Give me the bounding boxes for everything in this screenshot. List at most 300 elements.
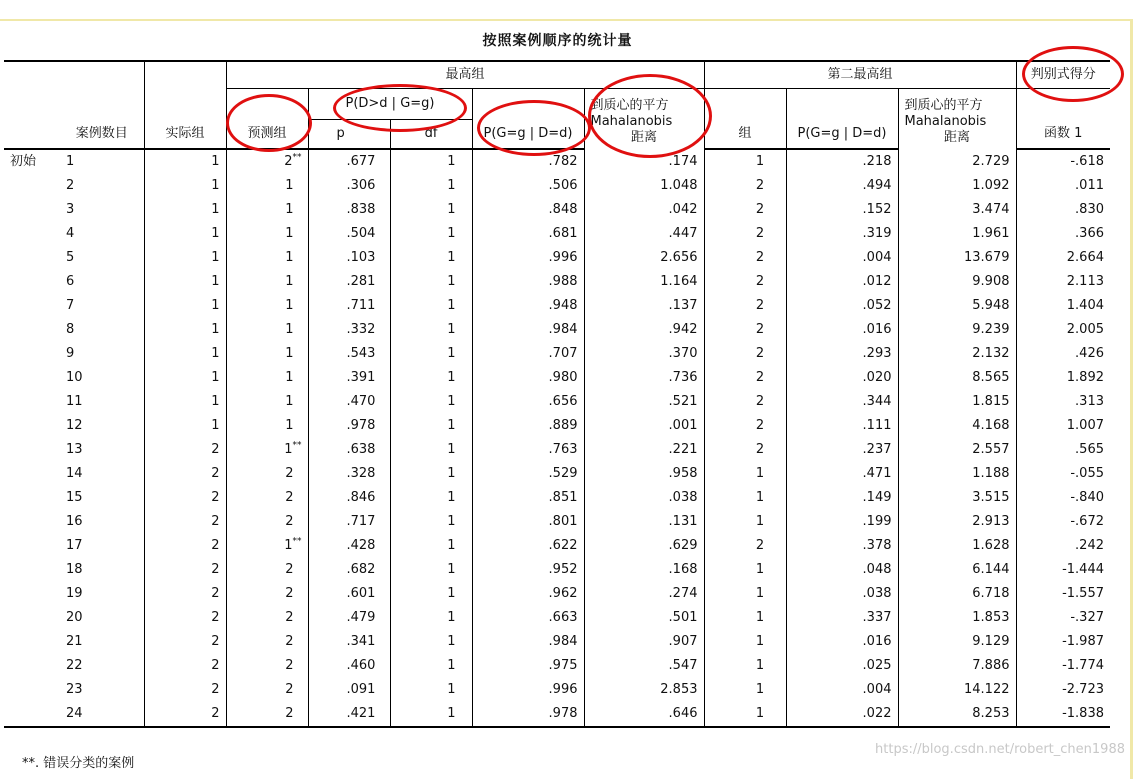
second-sq-mahal-distance-cell: 9.239 <box>898 318 1016 342</box>
sq-mahal-distance-cell: .447 <box>584 222 704 246</box>
predicted-group-cell <box>226 438 308 462</box>
case-number-cell: 5 <box>66 250 75 265</box>
predicted-group-value: 2 <box>285 490 294 505</box>
predicted-group-value: 1 <box>284 538 293 553</box>
function-1-score-cell: .366 <box>1016 222 1110 246</box>
second-group-cell: 2 <box>704 294 786 318</box>
table-row <box>4 174 1110 198</box>
table-row <box>4 630 1110 654</box>
df-cell: 1 <box>390 702 472 727</box>
sq-mahal-distance-cell: .174 <box>584 149 704 174</box>
second-sq-mahal-distance-cell: 1.628 <box>898 534 1016 558</box>
second-group-cell: 2 <box>704 222 786 246</box>
df-cell: 1 <box>390 654 472 678</box>
row-label-cell <box>4 630 60 654</box>
second-group-cell: 1 <box>704 149 786 174</box>
footnote: **. 错误分类的案例 <box>22 756 135 771</box>
df-cell: 1 <box>390 246 472 270</box>
case-number-cell: 17 <box>66 538 83 553</box>
predicted-group-value: 2 <box>284 154 293 169</box>
second-p-g-given-d-cell: .293 <box>786 342 898 366</box>
second-p-g-given-d-cell: .016 <box>786 318 898 342</box>
second-group-cell: 2 <box>704 390 786 414</box>
second-p-g-given-d-cell: .494 <box>786 174 898 198</box>
spacer <box>1016 89 1110 120</box>
second-sq-mahal-distance-cell: 13.679 <box>898 246 1016 270</box>
second-sq-mahal-distance-cell: 9.908 <box>898 270 1016 294</box>
predicted-group-cell <box>226 606 308 630</box>
sq-mahal-distance-cell: 1.048 <box>584 174 704 198</box>
case-number-cell: 11 <box>66 394 83 409</box>
p-cell: .460 <box>308 654 390 678</box>
predicted-group-value: 2 <box>285 514 294 529</box>
table-row <box>4 318 1110 342</box>
p-g-given-d-cell: .707 <box>472 342 584 366</box>
second-sq-mahal-distance-cell: 1.853 <box>898 606 1016 630</box>
second-sq-mahal-distance-cell: 8.253 <box>898 702 1016 727</box>
misclassified-marker: ** <box>292 536 302 547</box>
predicted-group-cell <box>226 390 308 414</box>
second-group-cell: 2 <box>704 438 786 462</box>
table-row <box>4 149 1110 174</box>
predicted-group-cell <box>226 414 308 438</box>
table-row <box>4 366 1110 390</box>
second-sq-mahal-distance-cell: 7.886 <box>898 654 1016 678</box>
second-sq-mahal-distance-cell: 9.129 <box>898 630 1016 654</box>
misclassified-marker: ** <box>292 152 302 163</box>
spacer <box>4 120 60 150</box>
predicted-group-value: 2 <box>285 682 294 697</box>
df-cell: 1 <box>390 582 472 606</box>
predicted-group-cell <box>226 702 308 727</box>
sq-mahal-line2: Mahalanobis <box>904 114 987 129</box>
spacer <box>704 89 786 120</box>
predicted-group-cell <box>226 678 308 702</box>
second-group-cell: 2 <box>704 246 786 270</box>
actual-group-cell: 2 <box>144 606 226 630</box>
p-cell: .328 <box>308 462 390 486</box>
p-g-given-d-cell: .978 <box>472 702 584 727</box>
sq-mahal-distance-cell: .042 <box>584 198 704 222</box>
spacer <box>4 89 60 120</box>
p-cell: .103 <box>308 246 390 270</box>
case-number-cell: 14 <box>66 466 83 481</box>
second-group-cell: 1 <box>704 558 786 582</box>
case-number-header: 案例数目 <box>60 120 144 150</box>
second-group-cell: 2 <box>704 198 786 222</box>
second-sq-mahal-distance-cell: 4.168 <box>898 414 1016 438</box>
function-1-score-cell: 1.007 <box>1016 414 1110 438</box>
p-g-given-d-cell: .622 <box>472 534 584 558</box>
row-label-cell <box>4 702 60 727</box>
actual-group-cell: 2 <box>144 438 226 462</box>
p-g-given-d-cell: .681 <box>472 222 584 246</box>
spacer <box>786 89 898 120</box>
discriminant-scores-header: 判别式得分 <box>1016 61 1110 89</box>
row-label-cell <box>4 318 60 342</box>
second-sq-mahal-distance-cell: 2.557 <box>898 438 1016 462</box>
row-label-cell: 初始 <box>10 154 37 169</box>
sq-mahal-distance-cell: .038 <box>584 486 704 510</box>
second-p-g-given-d-cell: .471 <box>786 462 898 486</box>
actual-group-cell: 2 <box>144 462 226 486</box>
second-group-cell: 2 <box>704 534 786 558</box>
p-cell: .421 <box>308 702 390 727</box>
df-cell: 1 <box>390 294 472 318</box>
sq-mahal-distance-cell: 2.656 <box>584 246 704 270</box>
case-number-cell: 2 <box>66 178 75 193</box>
actual-group-cell: 2 <box>144 486 226 510</box>
function-1-score-cell: -.055 <box>1016 462 1110 486</box>
predicted-group-cell <box>226 294 308 318</box>
p-cell: .711 <box>308 294 390 318</box>
second-sq-mahal-distance-cell: 2.132 <box>898 342 1016 366</box>
df-cell: 1 <box>390 414 472 438</box>
sq-mahal-distance-cell: .168 <box>584 558 704 582</box>
row-label-cell <box>4 246 60 270</box>
p-cell: .838 <box>308 198 390 222</box>
highest-group-header: 最高组 <box>226 61 704 89</box>
case-number-cell: 4 <box>66 226 75 241</box>
function-1-score-cell: -1.444 <box>1016 558 1110 582</box>
predicted-group-cell <box>226 342 308 366</box>
p-g-given-d-cell: .656 <box>472 390 584 414</box>
sq-mahal-distance-cell: .501 <box>584 606 704 630</box>
p-g-given-d-cell: .984 <box>472 630 584 654</box>
predicted-group-cell <box>226 222 308 246</box>
case-number-cell: 3 <box>66 202 75 217</box>
p-g-given-d-cell: .962 <box>472 582 584 606</box>
row-label-cell <box>4 678 60 702</box>
sq-mahal-distance-cell: .521 <box>584 390 704 414</box>
table-row <box>4 246 1110 270</box>
df-cell: 1 <box>390 174 472 198</box>
function-1-score-cell: 1.404 <box>1016 294 1110 318</box>
actual-group-cell: 2 <box>144 582 226 606</box>
sq-mahal-line1: 到质心的平方 <box>904 98 983 113</box>
p-cell: .341 <box>308 630 390 654</box>
second-p-g-given-d-cell: .020 <box>786 366 898 390</box>
spacer <box>472 89 584 120</box>
row-label-cell <box>4 198 60 222</box>
function-1-score-cell: .830 <box>1016 198 1110 222</box>
predicted-group-value: 1 <box>284 442 293 457</box>
function-1-score-cell: -2.723 <box>1016 678 1110 702</box>
corner-cell <box>144 61 226 89</box>
second-p-g-given-d-cell: .111 <box>786 414 898 438</box>
predicted-group-value: 1 <box>285 370 294 385</box>
table-row <box>4 462 1110 486</box>
predicted-group-cell <box>226 366 308 390</box>
p-g-given-d-cell: .988 <box>472 270 584 294</box>
case-number-cell: 18 <box>66 562 83 577</box>
predicted-group-value: 1 <box>285 394 294 409</box>
table-row <box>4 678 1110 702</box>
actual-group-cell: 1 <box>144 149 226 174</box>
predicted-group-value: 1 <box>285 322 294 337</box>
second-sq-mahal-distance-cell: 1.092 <box>898 174 1016 198</box>
row-label-cell <box>4 366 60 390</box>
row-label-cell <box>4 582 60 606</box>
row-label-cell <box>4 342 60 366</box>
df-cell: 1 <box>390 606 472 630</box>
predicted-group-cell <box>226 246 308 270</box>
second-p-g-given-d-cell: .237 <box>786 438 898 462</box>
p-g-given-d-cell: .763 <box>472 438 584 462</box>
function-1-score-cell: -1.774 <box>1016 654 1110 678</box>
sq-mahal-distance-cell: 2.853 <box>584 678 704 702</box>
function-1-score-cell: -.840 <box>1016 486 1110 510</box>
spacer <box>60 89 144 120</box>
second-p-g-given-d-cell: .016 <box>786 630 898 654</box>
predicted-group-value: 1 <box>285 298 294 313</box>
sq-mahal-distance-cell: .370 <box>584 342 704 366</box>
p-cell: .479 <box>308 606 390 630</box>
predicted-group-value: 2 <box>285 466 294 481</box>
group-header: 组 <box>704 120 786 150</box>
table-row <box>4 414 1110 438</box>
df-cell: 1 <box>390 270 472 294</box>
function-1-score-cell: .242 <box>1016 534 1110 558</box>
predicted-group-cell <box>226 654 308 678</box>
table-row <box>4 198 1110 222</box>
p-g-given-d-cell: .980 <box>472 366 584 390</box>
actual-group-cell: 1 <box>144 198 226 222</box>
case-number-cell: 24 <box>60 702 144 727</box>
predicted-group-value: 1 <box>285 250 294 265</box>
table-row <box>4 606 1110 630</box>
second-sq-mahal-distance-cell: 2.729 <box>898 149 1016 174</box>
sq-mahal-distance-cell: .646 <box>584 702 704 727</box>
predicted-group-cell <box>226 174 308 198</box>
function-1-score-cell: 2.005 <box>1016 318 1110 342</box>
case-number-cell: 7 <box>66 298 75 313</box>
predicted-group-value: 1 <box>285 202 294 217</box>
second-p-g-given-d-cell: .004 <box>786 678 898 702</box>
sq-mahal-distance-cell: .137 <box>584 294 704 318</box>
second-p-g-given-d-cell: .052 <box>786 294 898 318</box>
p-g-given-d-cell: .952 <box>472 558 584 582</box>
sq-mahal-distance-header <box>584 89 704 150</box>
function-1-score-cell: .426 <box>1016 342 1110 366</box>
predicted-group-cell <box>226 582 308 606</box>
actual-group-cell: 2 <box>144 702 226 727</box>
p-cell: .391 <box>308 366 390 390</box>
sq-mahal-distance-cell: .942 <box>584 318 704 342</box>
second-group-cell: 2 <box>704 414 786 438</box>
second-p-g-given-d-cell: .218 <box>786 149 898 174</box>
actual-group-cell: 2 <box>144 630 226 654</box>
df-cell: 1 <box>390 678 472 702</box>
misclassified-marker: ** <box>292 440 302 451</box>
p-g-given-d-cell: .984 <box>472 318 584 342</box>
second-p-g-given-d-cell: .378 <box>786 534 898 558</box>
second-p-g-given-d-cell: .344 <box>786 390 898 414</box>
second-p-g-given-d-cell: .038 <box>786 582 898 606</box>
second-p-g-given-d-header: P(G=g | D=d) <box>786 120 898 150</box>
table-row <box>4 558 1110 582</box>
function-1-score-cell: -.672 <box>1016 510 1110 534</box>
second-group-cell: 2 <box>704 342 786 366</box>
sq-mahal-line3: 距离 <box>943 130 970 145</box>
df-cell: 1 <box>390 534 472 558</box>
spacer <box>144 89 226 120</box>
second-p-g-given-d-cell: .199 <box>786 510 898 534</box>
second-group-cell: 1 <box>704 678 786 702</box>
case-number-cell: 20 <box>66 610 83 625</box>
actual-group-cell: 1 <box>144 294 226 318</box>
function-1-score-cell: .313 <box>1016 390 1110 414</box>
spacer <box>226 89 308 120</box>
predicted-group-cell <box>226 318 308 342</box>
p-g-given-d-cell: .889 <box>472 414 584 438</box>
actual-group-cell: 1 <box>144 222 226 246</box>
function-1-score-cell: -.327 <box>1016 606 1110 630</box>
table-row <box>4 486 1110 510</box>
table-row <box>4 702 1110 727</box>
df-cell: 1 <box>390 462 472 486</box>
row-label-cell <box>4 390 60 414</box>
predicted-group-value: 2 <box>285 610 294 625</box>
predicted-group-cell <box>226 534 308 558</box>
case-number-cell: 10 <box>66 370 83 385</box>
predicted-group-cell <box>226 149 308 174</box>
case-number-cell: 21 <box>66 634 83 649</box>
case-number-cell: 8 <box>66 322 75 337</box>
sq-mahal-distance-cell: .547 <box>584 654 704 678</box>
table-title: 按照案例顺序的统计量 <box>482 33 633 49</box>
second-sq-mahal-distance-cell: 3.515 <box>898 486 1016 510</box>
case-number-cell: 23 <box>66 682 83 697</box>
sq-mahal-distance-cell: .907 <box>584 630 704 654</box>
row-label-cell <box>4 174 60 198</box>
actual-group-cell: 1 <box>144 366 226 390</box>
window-frame-top <box>0 0 1133 22</box>
row-label-cell <box>4 486 60 510</box>
second-p-g-given-d-cell: .152 <box>786 198 898 222</box>
sq-mahal-distance-cell: .274 <box>584 582 704 606</box>
actual-group-cell: 1 <box>144 270 226 294</box>
second-group-cell: 1 <box>704 462 786 486</box>
actual-group-cell: 1 <box>144 342 226 366</box>
predicted-group-cell <box>226 558 308 582</box>
function-1-score-cell: -1.987 <box>1016 630 1110 654</box>
actual-group-cell: 2 <box>144 678 226 702</box>
df-cell: 1 <box>390 438 472 462</box>
second-p-g-given-d-cell: .149 <box>786 486 898 510</box>
df-cell: 1 <box>390 318 472 342</box>
second-sq-mahal-distance-header <box>898 89 1016 150</box>
p-cell: .543 <box>308 342 390 366</box>
case-number-cell: 1 <box>66 154 75 169</box>
function-1-score-cell: 1.892 <box>1016 366 1110 390</box>
df-cell: 1 <box>390 222 472 246</box>
df-cell: 1 <box>390 198 472 222</box>
second-p-g-given-d-cell: .337 <box>786 606 898 630</box>
second-p-g-given-d-cell: .012 <box>786 270 898 294</box>
actual-group-cell: 1 <box>144 318 226 342</box>
table-row <box>4 510 1110 534</box>
p-cell: .978 <box>308 414 390 438</box>
second-sq-mahal-distance-cell: 1.188 <box>898 462 1016 486</box>
row-label-cell <box>4 414 60 438</box>
actual-group-cell: 1 <box>144 174 226 198</box>
row-label-cell <box>4 510 60 534</box>
corner-cell <box>4 61 60 89</box>
table-row <box>4 342 1110 366</box>
df-cell: 1 <box>390 510 472 534</box>
second-p-g-given-d-cell: .022 <box>786 702 898 727</box>
sq-mahal-line2: Mahalanobis <box>590 114 673 129</box>
p-cell: .677 <box>308 149 390 174</box>
sq-mahal-distance-cell: .958 <box>584 462 704 486</box>
p-g-given-d-cell: .996 <box>472 246 584 270</box>
p-cell: .306 <box>308 174 390 198</box>
table-row <box>4 534 1110 558</box>
second-group-cell: 2 <box>704 174 786 198</box>
second-sq-mahal-distance-cell: 8.565 <box>898 366 1016 390</box>
second-group-cell: 1 <box>704 582 786 606</box>
sq-mahal-line1: 到质心的平方 <box>590 98 669 113</box>
second-group-cell: 1 <box>704 630 786 654</box>
table-row <box>4 222 1110 246</box>
p-g-given-d-cell: .851 <box>472 486 584 510</box>
function-1-header: 函数 1 <box>1016 120 1110 150</box>
row-label-cell <box>4 558 60 582</box>
p-cell: .846 <box>308 486 390 510</box>
p-cell: .091 <box>308 678 390 702</box>
predicted-group-value: 1 <box>285 418 294 433</box>
second-p-g-given-d-cell: .004 <box>786 246 898 270</box>
row-label-cell <box>4 534 60 558</box>
predicted-group-value: 1 <box>285 274 294 289</box>
second-p-g-given-d-cell: .025 <box>786 654 898 678</box>
actual-group-cell: 2 <box>144 534 226 558</box>
case-number-cell: 6 <box>66 274 75 289</box>
table-row <box>4 582 1110 606</box>
predicted-group-cell <box>226 198 308 222</box>
second-p-g-given-d-cell: .319 <box>786 222 898 246</box>
watermark: https://blog.csdn.net/robert_chen1988 <box>875 742 1125 757</box>
table-row <box>4 390 1110 414</box>
row-label-cell <box>4 606 60 630</box>
df-cell: 1 <box>390 630 472 654</box>
p-cell: .470 <box>308 390 390 414</box>
predicted-group-cell <box>226 462 308 486</box>
second-group-cell: 2 <box>704 318 786 342</box>
row-label-cell <box>4 270 60 294</box>
second-sq-mahal-distance-cell: 2.913 <box>898 510 1016 534</box>
case-number-cell: 22 <box>66 658 83 673</box>
row-label-cell <box>4 294 60 318</box>
case-number-cell: 15 <box>66 490 83 505</box>
table-row <box>4 654 1110 678</box>
second-p-g-given-d-cell: .048 <box>786 558 898 582</box>
predicted-group-value: 1 <box>285 226 294 241</box>
case-number-cell: 19 <box>66 586 83 601</box>
p-cell: .332 <box>308 318 390 342</box>
case-number-cell: 9 <box>66 346 75 361</box>
predicted-group-value: 2 <box>285 586 294 601</box>
predicted-group-value: 2 <box>285 634 294 649</box>
table-row <box>4 294 1110 318</box>
df-cell: 1 <box>390 390 472 414</box>
row-label-cell <box>4 654 60 678</box>
sq-mahal-distance-cell: .736 <box>584 366 704 390</box>
predicted-group-value: 2 <box>285 658 294 673</box>
p-g-given-d-cell: .975 <box>472 654 584 678</box>
sq-mahal-distance-cell: .629 <box>584 534 704 558</box>
